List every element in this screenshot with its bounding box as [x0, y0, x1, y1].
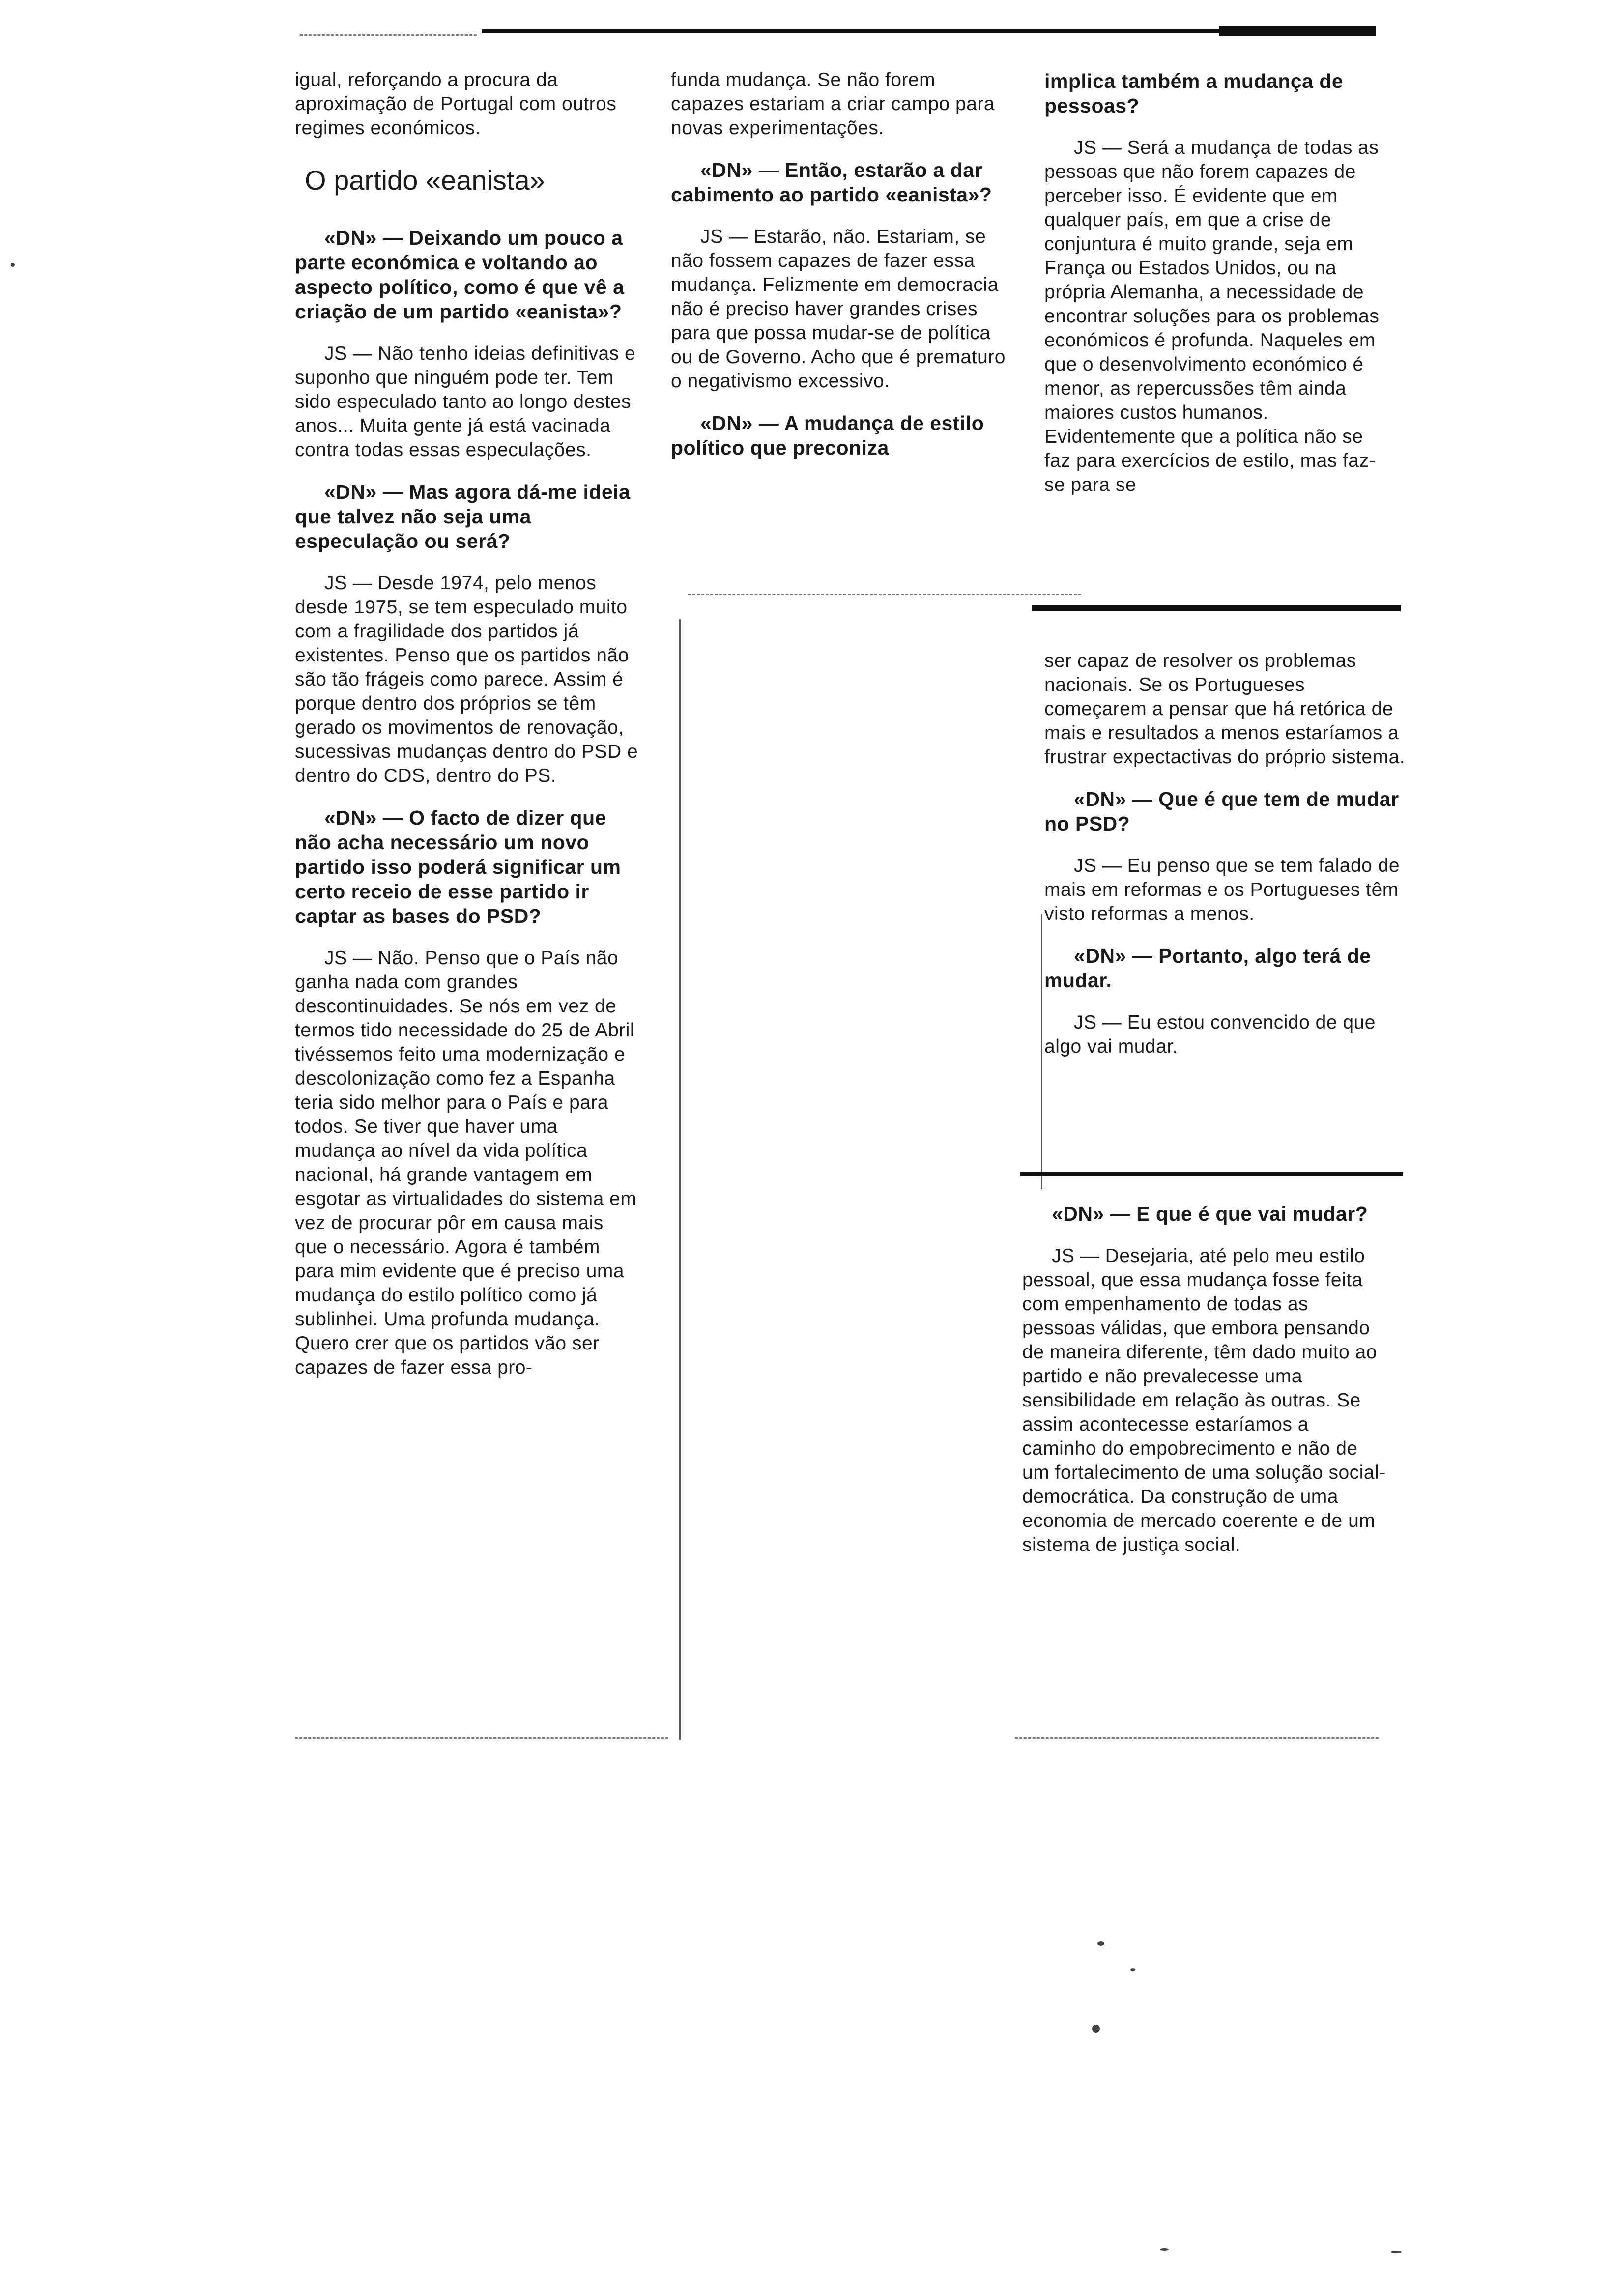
interview-question: «DN» — Deixando um pouco a parte económica e voltando ao aspecto político, como é que vê a criação de um partido «eanista»?: [295, 227, 625, 323]
interview-answer: JS — Não tenho ideias definitivas e suponho que ninguém pode ter. Tem sido especulado tanto ao longo destes anos... Muita gente já está vacinada contra todas essas especulações.: [295, 343, 636, 460]
clipping-divider-rule: [1020, 1172, 1403, 1176]
section-subhead: O partido «eanista»: [305, 165, 545, 196]
article-column-3: [1044, 69, 1388, 515]
clipping-cut-line: [688, 594, 1081, 595]
clipping-bottom-edge: [295, 1737, 668, 1739]
scan-speck: [1097, 1941, 1104, 1946]
article-paragraph: funda mudança. Se não forem capazes estariam a criar campo para novas experimentações.: [671, 69, 995, 139]
clipping-divider-rule: [1032, 605, 1401, 611]
scan-speck: [1160, 2248, 1169, 2251]
scan-speck: [11, 263, 15, 267]
article-column-1: [295, 68, 639, 1397]
interview-question: «DN» — O facto de dizer que não acha necessário um novo partido isso poderá significar um certo receio de esse partido ir captar as bases do PSD?: [295, 806, 621, 927]
clipping-vertical-edge: [679, 619, 681, 1740]
interview-answer: JS — Desde 1974, pelo menos desde 1975, se tem especulado muito com a fragilidade dos partidos já existentes. Penso que os partidos não são tão frágeis como parece. Assim é porque dentro dos próprios se têm gerado os movimentos de renovação, sucessivas mudanças dentro do PSD e dentro do CDS, dentro do PS.: [295, 573, 638, 786]
top-clipping-rule-thick: [1219, 26, 1376, 36]
scan-speck: [1092, 2025, 1100, 2033]
interview-question: implica também a mudança de pessoas?: [1044, 70, 1344, 117]
interview-question: «DN» — A mudança de estilo político que preconiza: [671, 412, 984, 459]
interview-answer: JS — Eu estou convencido de que algo vai mudar.: [1044, 1012, 1376, 1057]
scan-speck: [1130, 1968, 1135, 1971]
article-column-4: [1044, 649, 1408, 1076]
interview-answer: JS — Será a mudança de todas as pessoas que não forem capazes de perceber isso. É evidente que em qualquer país, em que a crise de conjuntura é muito grande, seja em França ou Estados Unidos, ou na própria Alemanha, a necessidade de encontrar soluções para os problemas económicos é profunda. Naqueles em que o desenvolvimento económico é menor, as repercussões têm ainda maiores custos humanos. Evidentemente que a política não se faz para exercícios de estilo, mas faz-se para se: [1044, 137, 1380, 495]
interview-question: «DN» — Que é que tem de mudar no PSD?: [1044, 788, 1399, 835]
interview-answer: JS — Estarão, não. Estariam, se não fossem capazes de fazer essa mudança. Felizmente em democracia não é preciso haver grandes crises para que possa mudar-se de política ou de Governo. Acho que é prematuro o negativismo excessivo.: [671, 226, 1006, 392]
article-column-5: [1022, 1202, 1386, 1575]
article-column-2: [671, 68, 1012, 478]
article-paragraph: igual, reforçando a procura da aproximação de Portugal com outros regimes económicos.: [295, 69, 617, 139]
top-clipping-edge: [300, 34, 477, 36]
interview-answer: JS — Eu penso que se tem falado de mais em reformas e os Portugueses têm visto reformas a menos.: [1044, 855, 1400, 924]
clipping-vertical-edge: [1041, 914, 1042, 1189]
interview-answer: JS — Não. Penso que o País não ganha nada com grandes descontinuidades. Se nós em vez de termos tido necessidade do 25 de Abril tivéssemos feito uma modernização e descolonização como fez a Espanha teria sido melhor para o País e para todos. Se tiver que haver uma mudança ao nível da vida política nacional, há grande vantagem em esgotar as virtualidades do sistema em vez de procurar pôr em causa mais que o necessário. Agora é também para mim evidente que é preciso uma mudança do estilo político como já sublinhei. Uma profunda mudança. Quero crer que os partidos vão ser capazes de fazer essa pro-: [295, 947, 637, 1378]
article-paragraph: ser capaz de resolver os problemas nacionais. Se os Portugueses começarem a pensar que há retórica de mais e resultados a menos estaríamos a frustrar expectactivas do próprio sistema.: [1044, 650, 1406, 768]
clipping-bottom-edge: [1015, 1737, 1379, 1739]
interview-question: «DN» — Então, estarão a dar cabimento ao partido «eanista»?: [671, 159, 992, 206]
interview-question: «DN» — E que é que vai mudar?: [1052, 1203, 1368, 1225]
scan-speck: [1391, 2251, 1402, 2253]
interview-question: «DN» — Mas agora dá-me ideia que talvez não seja uma especulação ou será?: [295, 481, 631, 552]
interview-question: «DN» — Portanto, algo terá de mudar.: [1044, 945, 1371, 992]
interview-answer: JS — Desejaria, até pelo meu estilo pessoal, que essa mudança fosse feita com empenhamento de todas as pessoas válidas, que embora pensando de maneira diferente, têm dado muito ao partido e não prevalecesse uma sensibilidade em relação às outras. Se assim acontecesse estaríamos a caminho do empobrecimento e não de um fortalecimento de uma solução social-democrática. Da construção de uma economia de mercado coerente e de um sistema de justiça social.: [1022, 1245, 1386, 1555]
